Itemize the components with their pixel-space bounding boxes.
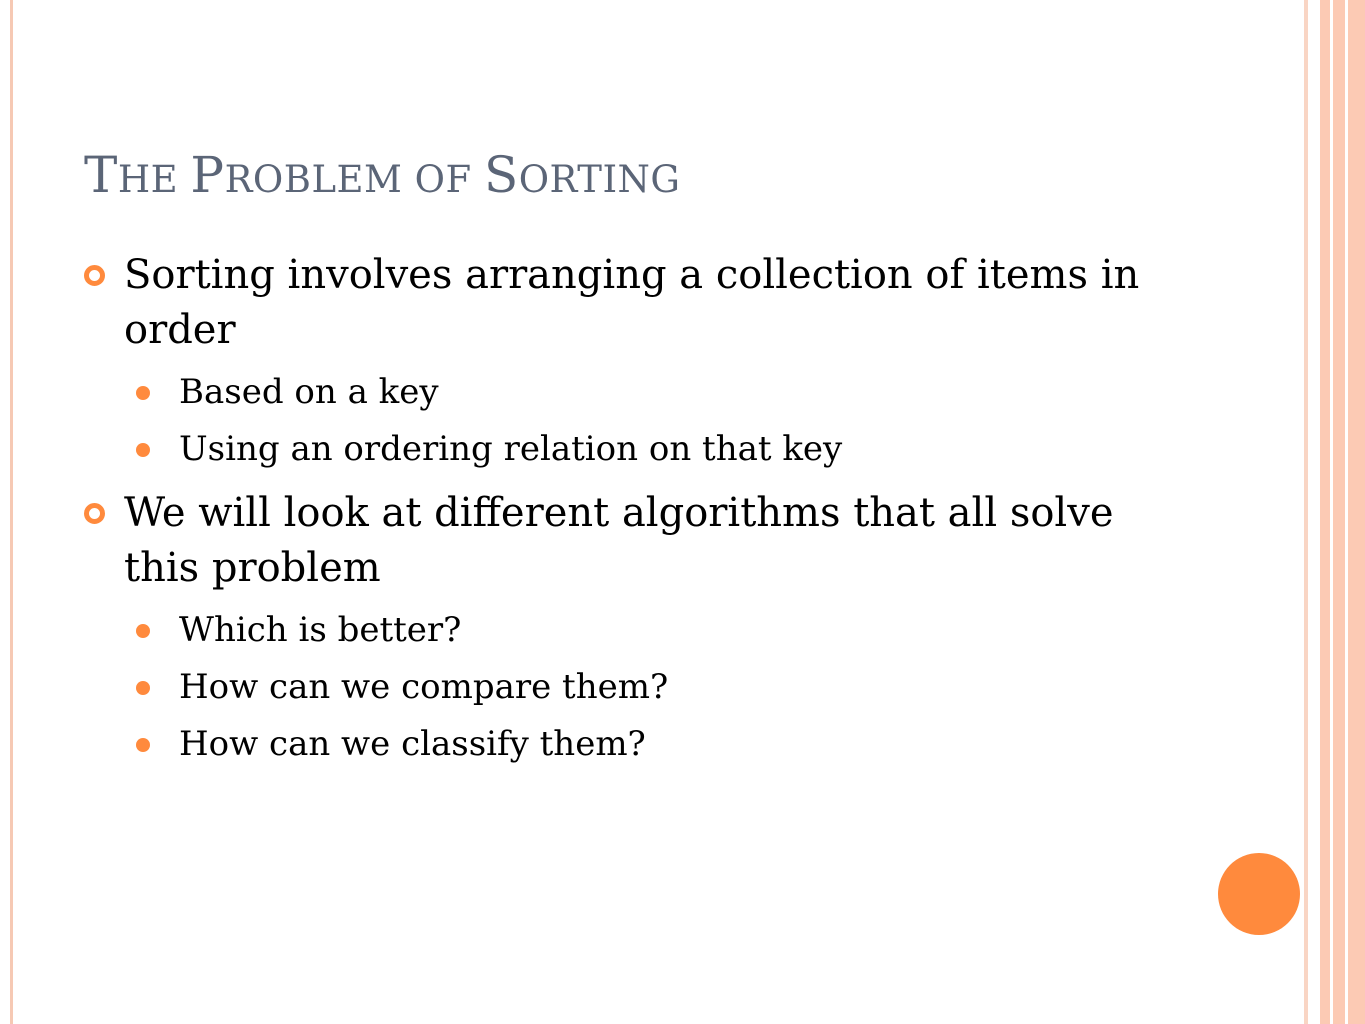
orange-dot-bullet-icon [136, 624, 150, 638]
left-border-line [10, 0, 13, 1024]
sub-bullet-text: How can we classify them? [179, 724, 646, 764]
sub-bullet-text: How can we compare them? [179, 667, 669, 707]
sub-bullet-text: Based on a key [179, 372, 439, 412]
slide-title [84, 140, 681, 215]
spacer [84, 478, 1194, 486]
orange-dot-bullet-icon [136, 443, 150, 457]
orange-dot-bullet-icon [136, 738, 150, 752]
bullet-level-1 [84, 486, 1194, 596]
orange-circle-icon [1218, 853, 1300, 935]
slide-body [84, 248, 1194, 773]
title-word: SORTING [483, 146, 681, 204]
right-stripe [1320, 0, 1330, 1024]
bullet-level-2 [84, 659, 1194, 716]
orange-dot-bullet-icon [136, 681, 150, 695]
right-stripe [1348, 0, 1365, 1024]
bullet-text: We will look at different algorithms that all solve this problem [124, 490, 1114, 591]
bullet-level-1 [84, 248, 1194, 358]
title-word: THE [84, 146, 191, 204]
right-stripe [1308, 0, 1320, 1024]
bullet-level-2 [84, 364, 1194, 421]
orange-ring-bullet-icon [84, 265, 105, 286]
sub-bullet-text: Which is better? [179, 610, 462, 650]
bullet-level-2 [84, 421, 1194, 478]
orange-ring-bullet-icon [84, 503, 105, 524]
bullet-level-2 [84, 716, 1194, 773]
bullet-level-2 [84, 602, 1194, 659]
title-word: OF [414, 158, 484, 201]
orange-dot-bullet-icon [136, 386, 150, 400]
right-stripe [1333, 0, 1345, 1024]
title-word: PROBLEM [190, 146, 415, 204]
sub-bullet-text: Using an ordering relation on that key [179, 429, 843, 469]
bullet-text: Sorting involves arranging a collection of items in order [124, 252, 1140, 353]
